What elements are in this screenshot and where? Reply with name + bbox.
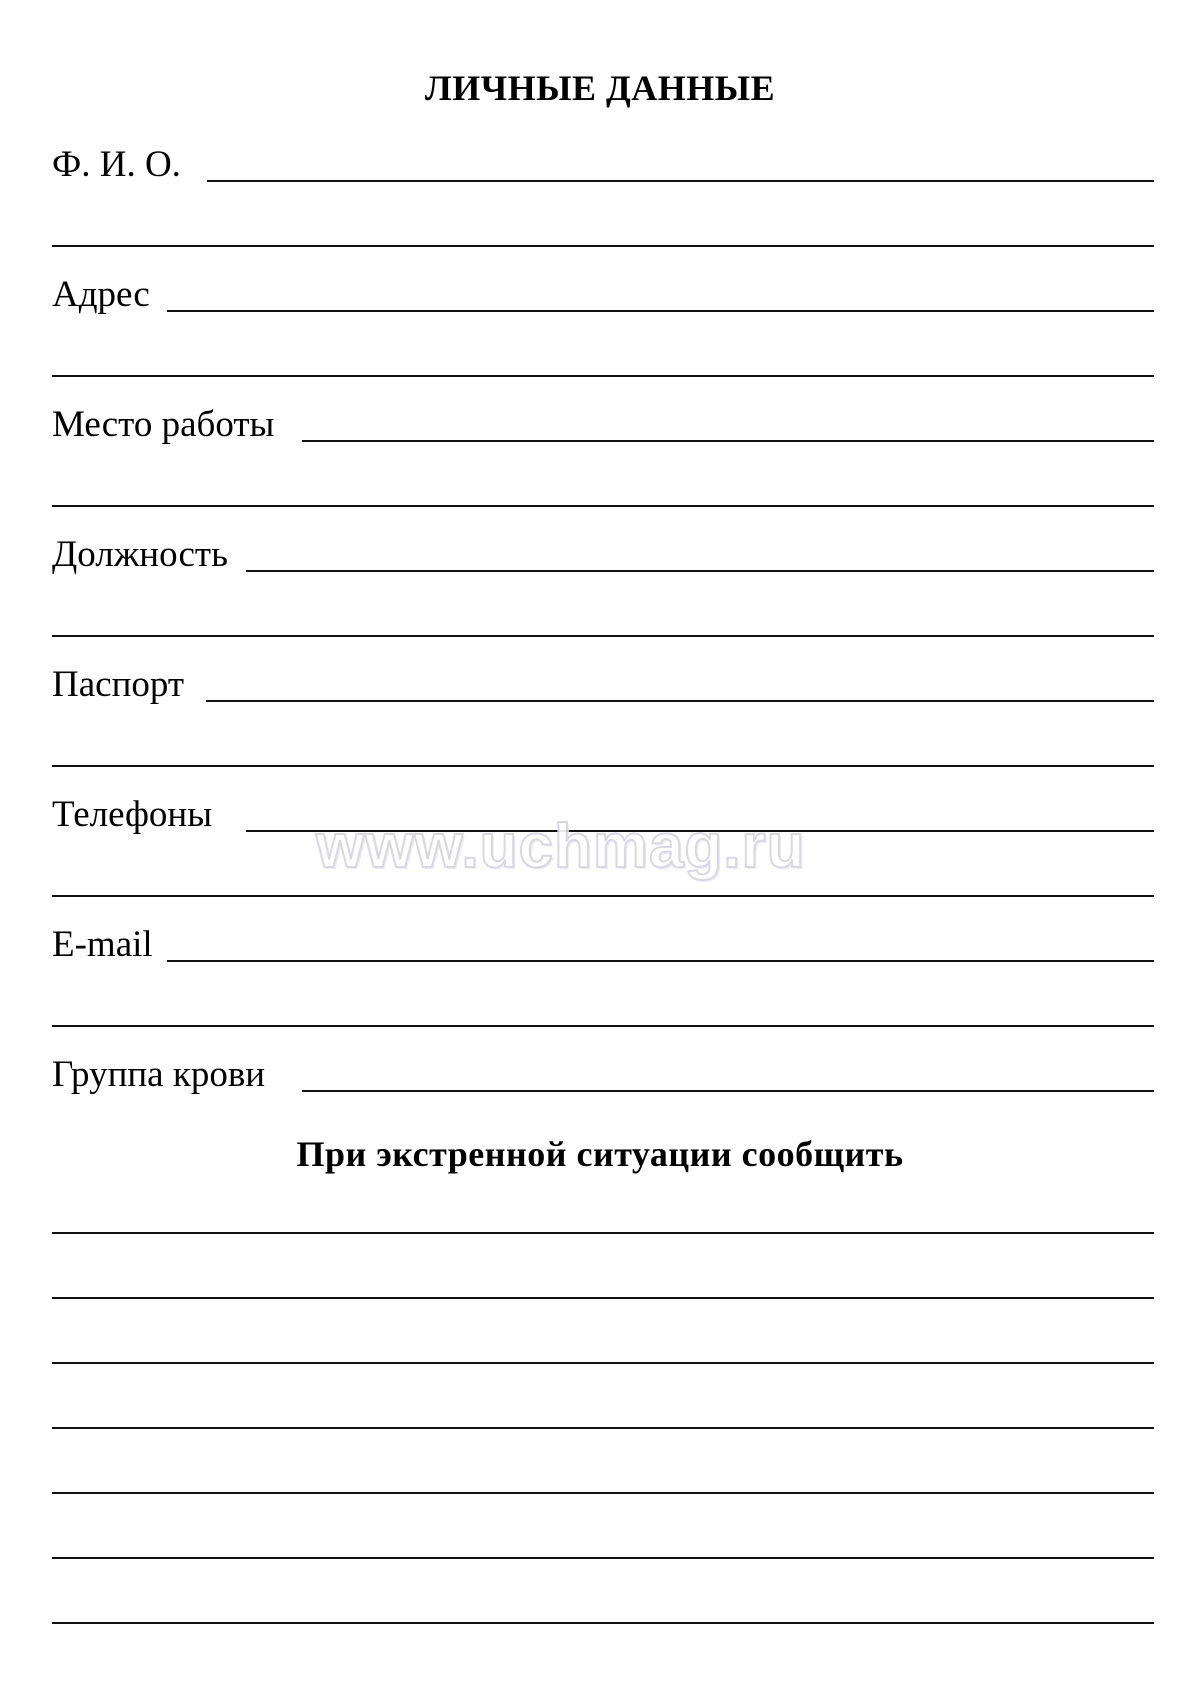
workplace-input-line[interactable]	[302, 440, 1154, 442]
emergency-contact-line-4[interactable]	[52, 1427, 1154, 1429]
workplace-input-line-2[interactable]	[52, 505, 1154, 507]
full-name-input-line-2[interactable]	[52, 245, 1154, 247]
position-label: Должность	[52, 534, 228, 575]
position-input-line-2[interactable]	[52, 635, 1154, 637]
emergency-contact-line-5[interactable]	[52, 1492, 1154, 1494]
passport-input-line-2[interactable]	[52, 765, 1154, 767]
workplace-label: Место работы	[52, 404, 275, 445]
emergency-contact-line-1[interactable]	[52, 1232, 1154, 1234]
emergency-contact-line-3[interactable]	[52, 1362, 1154, 1364]
full-name-label: Ф. И. О.	[52, 144, 181, 185]
passport-input-line[interactable]	[206, 700, 1154, 702]
blood-group-label: Группа крови	[52, 1054, 266, 1095]
passport-label: Паспорт	[52, 664, 185, 705]
email-input-line[interactable]	[167, 960, 1154, 962]
emergency-contact-line-2[interactable]	[52, 1297, 1154, 1299]
email-label: E-mail	[52, 924, 153, 965]
address-input-line-2[interactable]	[52, 375, 1154, 377]
emergency-contact-line-6[interactable]	[52, 1557, 1154, 1559]
email-input-line-2[interactable]	[52, 1025, 1154, 1027]
emergency-section-title: При экстренной ситуации сообщить	[296, 1134, 904, 1174]
full-name-input-line[interactable]	[207, 180, 1154, 182]
phones-label: Телефоны	[52, 794, 213, 835]
phones-input-line[interactable]	[246, 830, 1154, 832]
page-title: ЛИЧНЫЕ ДАННЫЕ	[424, 68, 776, 108]
position-input-line[interactable]	[246, 570, 1154, 572]
phones-input-line-2[interactable]	[52, 895, 1154, 897]
emergency-contact-line-7[interactable]	[52, 1622, 1154, 1624]
watermark: www.uchmag.ru	[316, 812, 806, 881]
address-input-line[interactable]	[167, 310, 1154, 312]
blood-group-input-line[interactable]	[302, 1090, 1154, 1092]
address-label: Адрес	[52, 274, 150, 315]
